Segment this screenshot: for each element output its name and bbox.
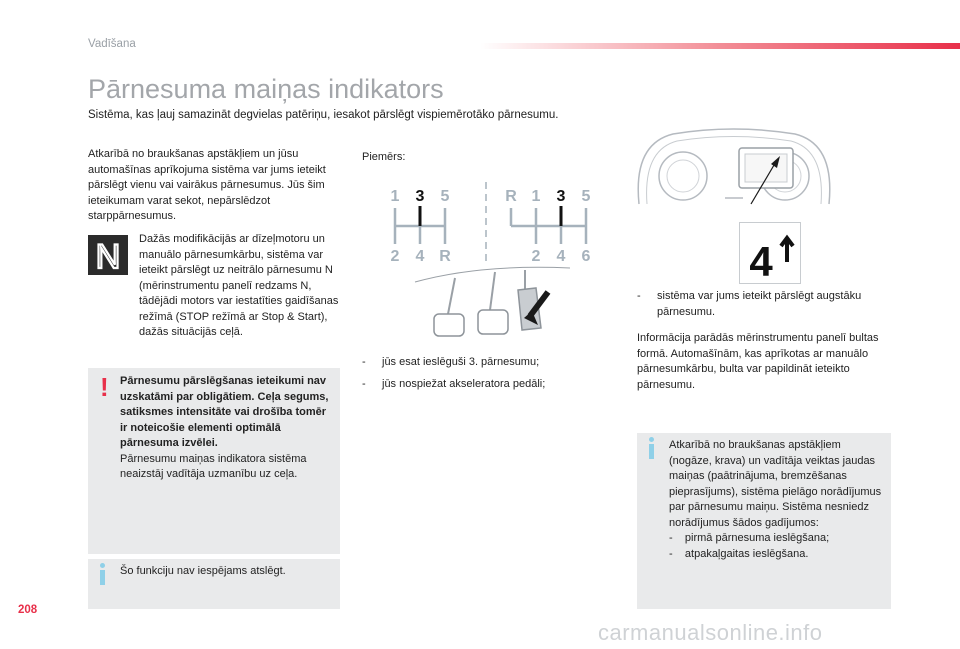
display-gear-number: 4 xyxy=(749,238,773,284)
page-number: 208 xyxy=(18,604,38,616)
gear-right-1: 1 xyxy=(531,188,541,205)
info-box-disable xyxy=(88,559,340,609)
info-item-2: - atpakaļgaitas ieslēgšana. xyxy=(669,547,809,560)
gear-left-r: R xyxy=(439,248,451,263)
gearbox-diagram xyxy=(380,178,610,263)
gear-shift-display xyxy=(739,222,801,284)
gear-left-1: 1 xyxy=(390,188,400,205)
gear-right-4: 4 xyxy=(556,248,566,263)
intro-paragraph: Atkarībā no braukšanas apstākļiem un jūsu automašīnas aprīkojuma sistēma var jums ieteikt pārslēgt vienu vai vairākus pārnesumus. Jūs šim ieteikumam varat sekot, nepārslēdzot starppārnesumus. xyxy=(88,148,326,222)
warning-text xyxy=(120,374,332,483)
info-box-conditions xyxy=(637,433,891,609)
neutral-paragraph: Dažās modifikācijās ar dīzeļmotoru un manuālo pārnesumkārbu, sistēma var ieteikt pārslēgt uz neitrālo pārnesumu N (mērinstrumentu panelī redzams N, tādējādi motors var iestatīties gaidīšanas režīmā (STOP režīmā ar Stop & Start), dažās situācijās ceļā. xyxy=(139,233,339,338)
right-info-paragraph: Informācija parādās mērinstrumentu panelī bultas formā. Automašīnām, kas aprīkotas ar manuālo pārnesumkārbu, bulta var papildināt ieteikto pārnesumu. xyxy=(637,332,879,391)
gear-left-2: 2 xyxy=(390,248,400,263)
warning-icon: ! xyxy=(100,372,109,402)
gear-right-5: 5 xyxy=(581,188,591,205)
neutral-icon-letter: N xyxy=(95,238,121,275)
info-text-conditions xyxy=(669,438,884,562)
gear-right-2: 2 xyxy=(531,248,541,263)
watermark: carmanualsonline.info xyxy=(598,620,823,645)
instrument-panel-illustration xyxy=(633,124,835,224)
info-icon xyxy=(98,563,106,585)
gear-left-4: 4 xyxy=(415,248,425,263)
info-text-disable: Šo funkciju nav iespējams atslēgt. xyxy=(120,565,286,577)
neutral-gear-icon xyxy=(88,235,128,275)
page-subtitle: Sistēma, kas ļauj samazināt degvielas patēriņu, iesakot pārslēgt vispiemērotāko pārnesumu. xyxy=(88,109,559,121)
warning-bold-text: Pārnesumu pārslēgšanas ieteikumi nav uzskatāmi par obligātiem. Ceļa segums, satiksmes intensitāte vai drošība tomēr ir noteicošie elementi optimālā pārnesuma izvēlei. xyxy=(120,375,329,449)
gear-right-6: 6 xyxy=(581,248,591,263)
right-bullet: - sistēma var jums ieteikt pārslēgt augstāku pārnesumu. xyxy=(637,290,862,318)
page-title: Pārnesuma maiņas indikators xyxy=(88,74,444,104)
header-accent-bar xyxy=(480,43,960,49)
example-label: Piemērs: xyxy=(362,151,406,163)
warning-normal-text: Pārnesumu maiņas indikatora sistēma neaizstāj vadītāja uzmanību uz ceļa. xyxy=(120,452,307,480)
warning-box xyxy=(88,368,340,554)
gear-right-r: R xyxy=(505,188,517,205)
info-main-text: Atkarībā no braukšanas apstākļiem (nogāze, krava) un vadītāja veiktas jaudas maiņas (paātrinājuma, bremzēšanas pieprasījums), sistēma pielāgo norādījumus par pārnesumu maiņu. Sistēma nesniedz norādījumus šādos gadījumos: xyxy=(669,439,882,529)
info-item-1: - pirmā pārnesuma ieslēgšana; xyxy=(669,532,830,544)
gear-right-3: 3 xyxy=(556,188,566,205)
info-icon xyxy=(647,437,655,459)
pedals-illustration xyxy=(410,262,580,344)
gear-left-3: 3 xyxy=(415,188,425,205)
gear-left-5: 5 xyxy=(440,188,450,205)
header-section: Vadīšana xyxy=(88,38,136,50)
